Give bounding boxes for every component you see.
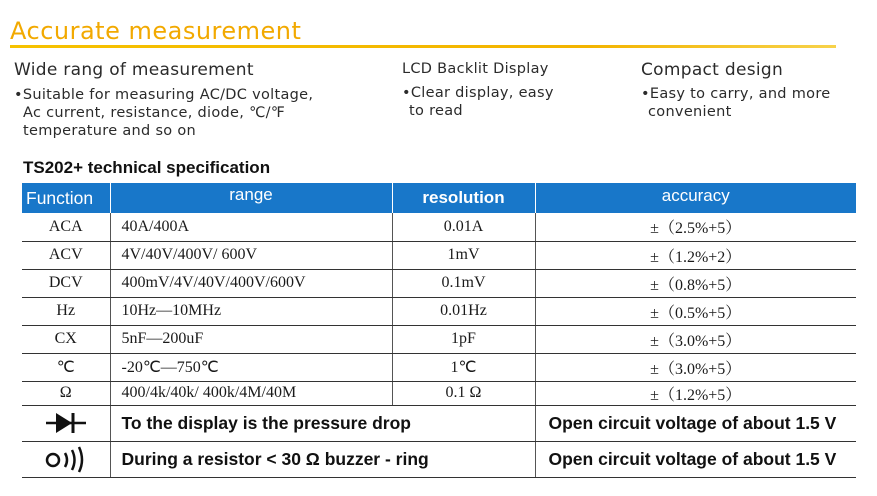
table-row [22,269,856,297]
cell-range: 5nF—200uF [110,325,392,353]
table-row-buzzer [22,441,856,477]
cell-accuracy: ±（1.2%+5） [535,381,856,405]
cell-description: During a resistor < 30 Ω buzzer - ring [110,441,535,477]
feature-line: •Clear display, easy [402,85,554,101]
cell-function: ACA [22,213,110,241]
feature-line: Ac current, resistance, diode, ℃/℉ [23,105,285,121]
cell-range: 4V/40V/400V/ 600V [110,241,392,269]
column-header-function: Function [22,183,110,213]
cell-note: Open circuit voltage of about 1.5 V [535,405,856,441]
feature-compact-design [641,60,830,121]
feature-line: to read [409,103,463,119]
table-row [22,213,856,241]
cell-resolution: 0.1 Ω [392,381,535,405]
cell-accuracy: ±（2.5%+5） [535,213,856,241]
feature-heading: LCD Backlit Display [402,61,549,77]
table-row [22,353,856,381]
feature-heading: Wide rang of measurement [14,60,254,80]
spec-header-row [22,183,856,213]
column-header-resolution: resolution [392,183,535,213]
feature-description [641,85,830,121]
cell-range: 40A/400A [110,213,392,241]
cell-accuracy: ±（3.0%+5） [535,353,856,381]
cell-function: Ω [22,381,110,405]
cell-description: To the display is the pressure drop [110,405,535,441]
table-row-diode [22,405,856,441]
cell-function: CX [22,325,110,353]
feature-line: •Easy to carry, and more [641,86,831,102]
feature-description [402,84,554,120]
feature-lcd-backlit [402,60,554,120]
title-underline [10,45,836,48]
cell-resolution: 1℃ [392,353,535,381]
column-header-range: range [110,183,392,213]
section-title: Accurate measurement [10,17,302,45]
spec-table [22,183,856,478]
feature-wide-range [14,60,313,140]
cell-range: 400/4k/40k/ 400k/4M/40M [110,381,392,405]
cell-range: 400mV/4V/40V/400V/600V [110,269,392,297]
spec-table-title: TS202+ technical specification [23,158,271,177]
cell-accuracy: ±（0.5%+5） [535,297,856,325]
feature-heading: Compact design [641,60,784,80]
cell-note: Open circuit voltage of about 1.5 V [535,441,856,477]
table-row [22,381,856,405]
cell-accuracy: ±（0.8%+5） [535,269,856,297]
diode-icon [22,405,110,441]
column-header-accuracy: accuracy [535,183,856,213]
cell-resolution: 0.1mV [392,269,535,297]
feature-line: temperature and so on [23,123,197,139]
table-row [22,325,856,353]
cell-accuracy: ±（1.2%+2） [535,241,856,269]
cell-resolution: 1mV [392,241,535,269]
feature-line: convenient [648,104,732,120]
feature-line: •Suitable for measuring AC/DC voltage, [14,87,314,103]
cell-resolution: 0.01A [392,213,535,241]
cell-resolution: 0.01Hz [392,297,535,325]
cell-range: 10Hz—10MHz [110,297,392,325]
cell-resolution: 1pF [392,325,535,353]
cell-function: ACV [22,241,110,269]
cell-function: DCV [22,269,110,297]
cell-function: Hz [22,297,110,325]
cell-range: -20℃—750℃ [110,353,392,381]
cell-function: ℃ [22,353,110,381]
table-row [22,297,856,325]
feature-description [14,86,313,140]
cell-accuracy: ±（3.0%+5） [535,325,856,353]
table-row [22,241,856,269]
buzzer-icon [22,441,110,477]
